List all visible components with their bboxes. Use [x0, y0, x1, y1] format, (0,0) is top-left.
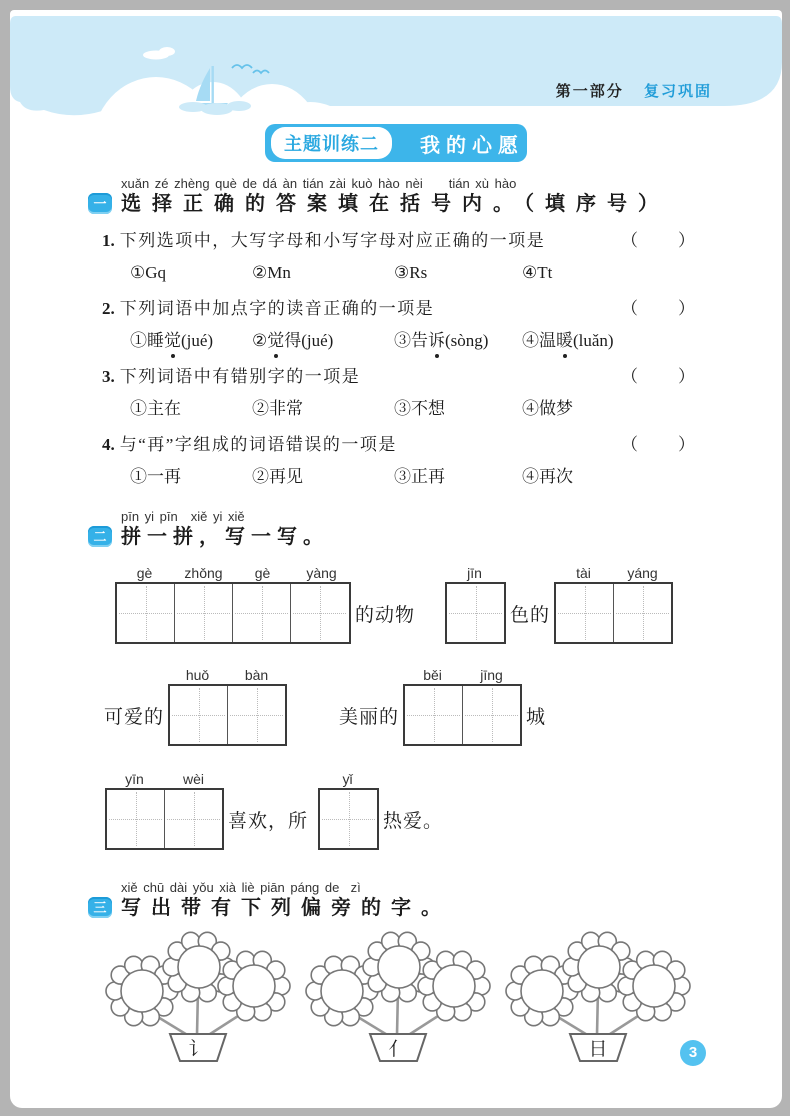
pinyin-label: yīn	[125, 771, 144, 787]
radical-label: 亻	[388, 1039, 408, 1060]
section-three-heading	[88, 880, 697, 921]
writing-row-3	[88, 770, 697, 850]
writing-grid	[445, 564, 506, 644]
writing-cell	[556, 584, 614, 642]
writing-cell	[614, 584, 671, 642]
question-text: 下列选项中，大写字母和小写字母对应正确的一项是	[119, 231, 546, 250]
question-number: 2.	[102, 299, 115, 318]
answer-bracket: （ ）	[621, 367, 697, 386]
section-one-badge: 一	[88, 193, 112, 214]
pinyin-label: huǒ	[185, 667, 210, 683]
grid-caption: 的动物	[355, 605, 416, 626]
writing-cell	[107, 790, 165, 848]
option-2: ②觉得(jué)	[252, 329, 394, 353]
option-4: ④Tt	[522, 263, 553, 282]
flower-basket-group-1	[96, 929, 296, 1064]
writing-grid	[554, 564, 673, 644]
pinyin-label: zhǒng	[184, 565, 223, 581]
option-3: ③正再	[394, 467, 445, 486]
option-2: ②Mn	[252, 263, 291, 282]
radical-label: 讠	[188, 1039, 208, 1060]
writing-row-1	[88, 564, 697, 644]
answer-bracket: （ ）	[621, 299, 697, 318]
chapter-label: 复习巩固	[643, 83, 712, 100]
writing-grid	[105, 770, 224, 850]
option-3: ③不想	[394, 399, 445, 418]
question-number: 1.	[102, 231, 115, 250]
writing-row-2	[88, 666, 697, 746]
writing-grid	[115, 564, 351, 644]
writing-grid	[318, 770, 379, 850]
writing-grid	[403, 666, 522, 746]
header-band	[10, 16, 782, 118]
writing-cell	[291, 584, 348, 642]
question-1	[88, 229, 697, 285]
option-2: ②非常	[252, 399, 303, 418]
option-4: ④做梦	[522, 399, 573, 418]
writing-cell	[170, 686, 228, 744]
option-4: ④再次	[522, 467, 573, 486]
answer-bracket: （ ）	[621, 435, 697, 454]
grid-caption: 热爱。	[383, 811, 444, 832]
page-content	[10, 176, 782, 1064]
flower-basket-group-3	[496, 929, 696, 1064]
options-row	[130, 261, 697, 285]
grid-caption: 城	[526, 707, 547, 728]
pinyin-label: tài	[576, 565, 591, 581]
option-1: ①Gq	[130, 263, 167, 282]
section-three-pinyin: xiě chū dài yǒu xià liè piān páng de zì	[121, 880, 361, 895]
section-one-heading	[88, 176, 697, 217]
answer-bracket: （ ）	[621, 231, 697, 250]
options-row	[130, 397, 697, 421]
grid-caption: 喜欢，所	[228, 811, 309, 832]
section-one-title: 选择正确的答案填在括号内。（填序号）	[121, 193, 669, 215]
pinyin-label: wèi	[182, 771, 204, 787]
header-labels	[556, 80, 712, 101]
section-three-title: 写出带有下列偏旁的字。	[121, 897, 451, 919]
option-1: ①睡觉(jué)	[130, 329, 252, 353]
option-3: ③Rs	[394, 263, 428, 282]
pinyin-label: gè	[254, 565, 271, 581]
writing-cell	[165, 790, 222, 848]
pinyin-label: jīn	[467, 565, 482, 581]
flower-basket-group-2	[296, 929, 496, 1064]
workbook-page	[10, 10, 782, 1108]
lesson-badge: 主题训练二	[271, 127, 392, 159]
question-text: 与“再”字组成的词语错误的一项是	[119, 435, 397, 454]
question-text: 下列词语中加点字的读音正确的一项是	[119, 299, 435, 318]
section-one-pinyin: xuǎn zé zhèng què de dá àn tián zài kuò hào nèi tián xù hào	[121, 176, 517, 191]
section-two-pinyin: pīn yi pīn xiě yi xiě	[121, 509, 245, 524]
grid-caption: 美丽的	[339, 707, 400, 728]
writing-cell	[117, 584, 175, 642]
radical-label: 日	[588, 1039, 608, 1060]
section-two-heading	[88, 509, 697, 550]
option-4: ④温暖(luǎn)	[522, 329, 697, 353]
question-number: 3.	[102, 367, 115, 386]
options-row	[130, 329, 697, 353]
pinyin-label: bàn	[244, 667, 269, 683]
question-4	[88, 433, 697, 489]
grid-caption: 色的	[510, 605, 551, 626]
section-two-title: 拼一拼，写一写。	[121, 526, 329, 548]
writing-cell	[233, 584, 291, 642]
option-3: ③告诉(sòng)	[394, 329, 522, 353]
writing-cell	[463, 686, 520, 744]
page-number-badge: 3	[680, 1040, 706, 1066]
writing-cell	[228, 686, 285, 744]
writing-cell	[320, 790, 377, 848]
writing-cell	[447, 584, 504, 642]
lesson-title: 我的心愿	[420, 134, 524, 157]
pinyin-label: běi	[423, 667, 442, 683]
question-3	[88, 365, 697, 421]
part-label: 第一部分	[555, 83, 624, 100]
option-1: ①主在	[130, 399, 181, 418]
option-2: ②再见	[252, 467, 303, 486]
section-two-badge: 二	[88, 526, 112, 547]
section-three-badge: 三	[88, 897, 112, 918]
option-1: ①一再	[130, 467, 181, 486]
options-row	[130, 465, 697, 489]
question-text: 下列词语中有错别字的一项是	[119, 367, 361, 386]
pinyin-label: jīng	[480, 667, 503, 683]
pinyin-label: yǐ	[342, 771, 353, 787]
writing-cell	[405, 686, 463, 744]
question-number: 4.	[102, 435, 115, 454]
pinyin-label: yáng	[627, 565, 658, 581]
question-2	[88, 297, 697, 353]
pinyin-label: yàng	[306, 565, 337, 581]
radical-flower-row	[96, 929, 693, 1064]
grid-caption: 可爱的	[104, 707, 165, 728]
lesson-banner	[265, 124, 527, 162]
writing-grid	[168, 666, 287, 746]
header-cloud-illustration	[10, 16, 782, 118]
writing-cell	[175, 584, 233, 642]
pinyin-label: gè	[136, 565, 153, 581]
